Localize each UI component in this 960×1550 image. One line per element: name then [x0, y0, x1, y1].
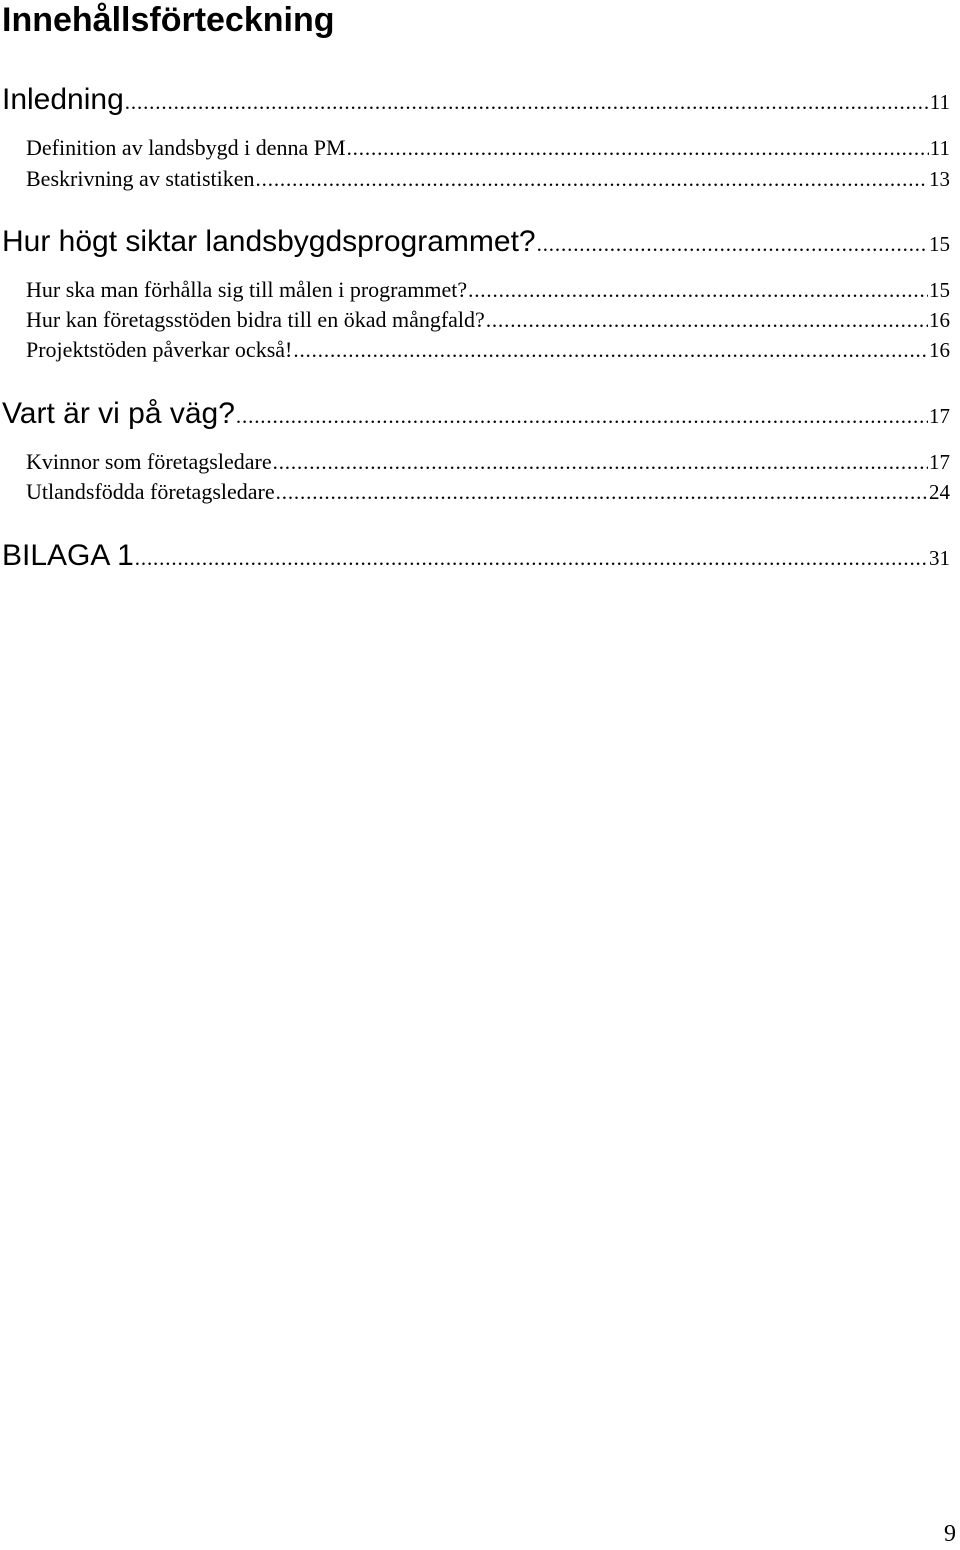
- page-number: 9: [944, 1521, 956, 1547]
- toc-page-number: 15: [929, 278, 950, 302]
- toc-entry-hur-ska-man[interactable]: [26, 275, 950, 305]
- toc-page-number: 11: [929, 90, 950, 114]
- toc-entry-text: Hur kan företagsstöden bidra till en ökad mångfald?: [26, 307, 485, 332]
- toc-entry-projektstoden[interactable]: [26, 335, 950, 365]
- toc-entry-text: Definition av landsbygd i denna PM: [26, 135, 346, 160]
- toc-page-number: 16: [929, 308, 950, 332]
- toc-page-number: 24: [929, 480, 950, 504]
- toc-page-number: 15: [929, 232, 950, 256]
- toc-entry-vart-ar-vi[interactable]: [2, 394, 950, 434]
- toc-dot-leader: [486, 305, 928, 335]
- toc-page-number: 13: [929, 167, 950, 191]
- toc-dot-leader: [135, 538, 928, 576]
- toc-entry-text: Projektstöden påverkar också!: [26, 337, 293, 362]
- toc-entry-hur-hogt[interactable]: [2, 222, 950, 262]
- toc-page-number: 17: [929, 450, 950, 474]
- toc-dot-leader: [293, 335, 928, 365]
- toc-page-number: 16: [929, 338, 950, 362]
- toc-entry-utlandsfodda[interactable]: [26, 477, 950, 507]
- toc-dot-leader: [276, 477, 928, 507]
- toc-entry-text: Utlandsfödda företagsledare: [26, 479, 275, 504]
- toc-entry-definition[interactable]: [26, 133, 950, 163]
- toc-dot-leader: [537, 224, 928, 262]
- toc-entry-bilaga-1[interactable]: [2, 536, 950, 576]
- toc-entry-hur-kan[interactable]: [26, 305, 950, 335]
- toc-title: Innehållsförteckning: [2, 1, 335, 39]
- toc-entry-text: Hur högt siktar landsbygdsprogrammet?: [2, 225, 536, 258]
- toc-dot-leader: [125, 82, 929, 120]
- toc-entry-text: BILAGA 1: [2, 539, 134, 572]
- toc-entry-text: Vart är vi på väg?: [2, 397, 235, 430]
- toc-dot-leader: [273, 447, 928, 477]
- toc-dot-leader: [236, 396, 928, 434]
- toc-entry-text: Hur ska man förhålla sig till målen i programmet?: [26, 277, 468, 302]
- toc-entry-text: Beskrivning av statistiken: [26, 166, 255, 191]
- toc-dot-leader: [256, 164, 928, 194]
- toc-entry-beskrivning[interactable]: [26, 164, 950, 194]
- toc-entry-kvinnor[interactable]: [26, 447, 950, 477]
- toc-dot-leader: [468, 275, 928, 305]
- toc-page-number: 31: [929, 546, 950, 570]
- toc-dot-leader: [347, 133, 929, 163]
- toc-page-number: 11: [929, 136, 950, 160]
- toc-entry-text: Inledning: [2, 83, 124, 116]
- toc-entry-inledning[interactable]: [2, 80, 950, 120]
- toc-page-number: 17: [929, 404, 950, 428]
- toc-entry-text: Kvinnor som företagsledare: [26, 449, 272, 474]
